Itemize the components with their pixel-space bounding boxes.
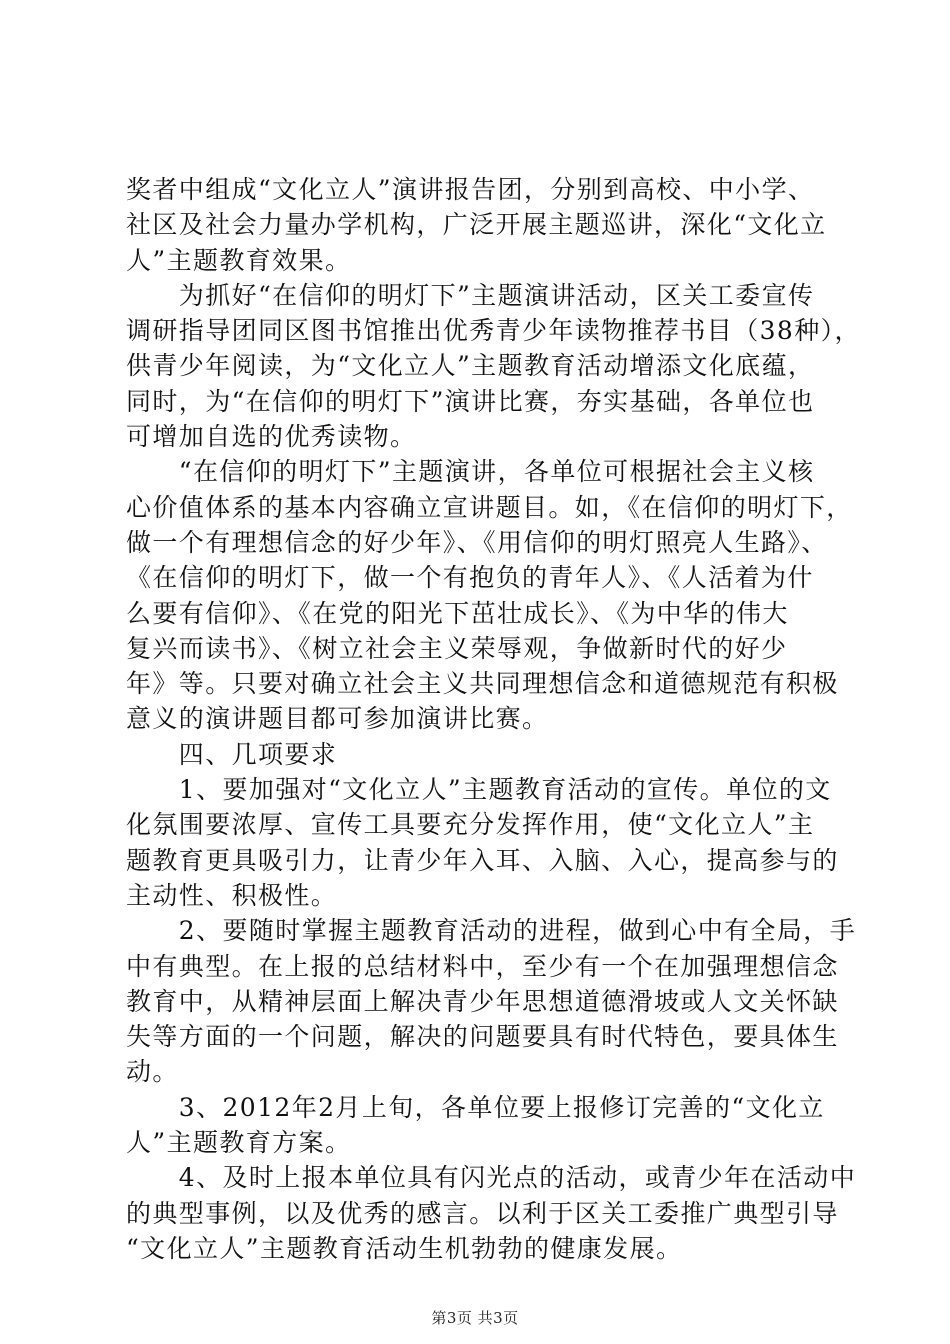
section-heading: 四、几项要求 [126, 739, 338, 769]
text-line: 中有典型。在上报的总结材料中，至少有一个在加强理想信念 [126, 951, 839, 981]
text-line: 化氛围要浓厚、宣传工具要充分发挥作用，使“文化立人”主 [126, 810, 815, 840]
text-line: 人”主题教育效果。 [126, 245, 352, 275]
text-line: 主动性、积极性。 [126, 880, 338, 910]
text-line: 心价值体系的基本内容确立宣讲题目。如，《在信仰的明灯下， [126, 492, 853, 522]
document-body [126, 172, 861, 1266]
text-line: 题教育更具吸引力，让青少年入耳、入脑、入心，提高参与的 [126, 845, 839, 875]
page-number-footer: 第3页 共3页 [431, 1309, 519, 1327]
text-line: 的典型事例，以及优秀的感言。以利于区关工委推广典型引导 [126, 1198, 839, 1228]
text-line: 失等方面的一个问题，解决的问题要具有时代特色，要具体生 [126, 1022, 839, 1052]
text-line: 么要有信仰》、《在党的阳光下茁壮成长》、《为中华的伟大 [126, 598, 789, 628]
text-line: 同时，为“在信仰的明灯下”演讲比赛，夯实基础，各单位也 [126, 386, 815, 416]
text-line: 1、要加强对“文化立人”主题教育活动的宣传。单位的文 [126, 775, 832, 805]
text-line: 动。 [126, 1057, 179, 1087]
text-line: “文化立人”主题教育活动生机勃勃的健康发展。 [126, 1233, 683, 1263]
text-line: 2、要随时掌握主题教育活动的进程，做到心中有全局，手 [126, 916, 857, 946]
text-line: 教育中，从精神层面上解决青少年思想道德滑坡或人文关怀缺 [126, 986, 839, 1016]
text-line: 奖者中组成“文化立人”演讲报告团，分别到高校、中小学、 [126, 175, 815, 204]
text-line: 年》等。只要对确立社会主义共同理想信念和道德规范有积极 [126, 669, 839, 699]
text-line: 复兴而读书》、《树立社会主义荣辱观，争做新时代的好少 [126, 633, 788, 663]
text-line: 社区及社会力量办学机构，广泛开展主题巡讲，深化“文化立 [126, 210, 827, 240]
text-line: 供青少年阅读，为“文化立人”主题教育活动增添文化底蕴， [126, 351, 815, 381]
text-line: 意义的演讲题目都可参加演讲比赛。 [126, 704, 549, 734]
text-line: 可增加自选的优秀读物。 [126, 422, 417, 452]
text-line: 为抓好“在信仰的明灯下”主题演讲活动，区关工委宣传 [126, 280, 815, 310]
text-line: 调研指导团同区图书馆推出优秀青少年读物推荐书目（38种）， [126, 316, 861, 346]
text-line: 《在信仰的明灯下，做一个有抱负的青年人》、《人活着为什 [126, 563, 814, 593]
text-line: “在信仰的明灯下”主题演讲，各单位可根据社会主义核 [126, 457, 815, 487]
text-line: 3、2012年2月上旬，各单位要上报修订完善的“文化立 [126, 1092, 825, 1122]
text-line: 人”主题教育方案。 [126, 1128, 352, 1158]
text-line: 4、及时上报本单位具有闪光点的活动，或青少年在活动中 [126, 1163, 857, 1193]
text-line: 做一个有理想信念的好少年》、《用信仰的明灯照亮人生路》、 [126, 527, 828, 557]
